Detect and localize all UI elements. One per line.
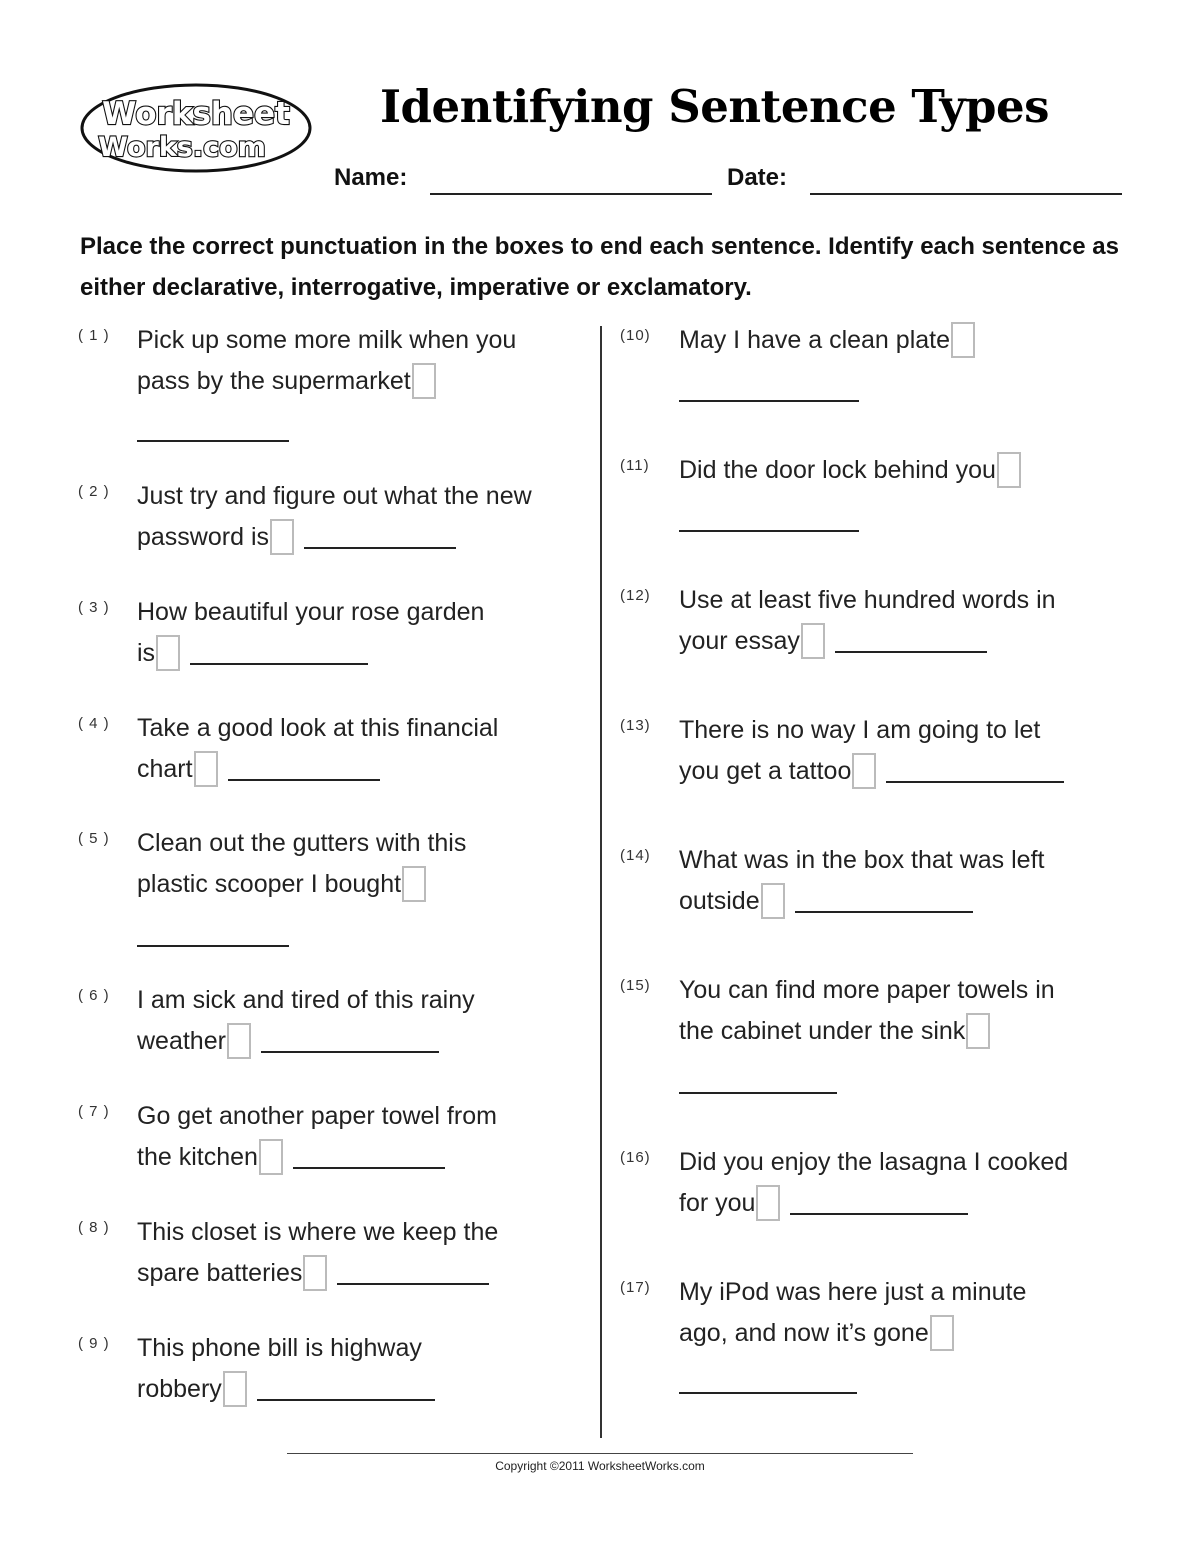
sentence-line2: is [137, 639, 156, 667]
question-number: ( 9 ) [78, 1335, 110, 1352]
column-divider [600, 326, 602, 1438]
sentence-line2: plastic scooper I bought [137, 870, 402, 898]
punctuation-box[interactable] [223, 1371, 247, 1407]
punctuation-box[interactable] [194, 751, 218, 787]
sentence-line1: Did the door lock behind you [679, 456, 996, 484]
question-number: (11) [620, 457, 650, 474]
sentence-line2: for you [679, 1189, 756, 1217]
sentence-line2: you get a tattoo [679, 757, 852, 785]
sentence-line1: Go get another paper towel from [137, 1102, 497, 1130]
answer-blank[interactable] [795, 911, 973, 913]
question-sentence [679, 1272, 1149, 1354]
answer-blank[interactable] [304, 547, 456, 549]
question-number: ( 6 ) [78, 987, 110, 1004]
sentence-line2: ago, and now it’s gone [679, 1319, 929, 1347]
answer-blank[interactable] [679, 1092, 837, 1094]
punctuation-box[interactable] [852, 753, 876, 789]
sentence-line1: Clean out the gutters with this [137, 829, 467, 857]
sentence-line2: weather [137, 1027, 226, 1055]
question-sentence [137, 1096, 597, 1178]
punctuation-box[interactable] [156, 635, 180, 671]
question-sentence [137, 320, 597, 402]
punctuation-box[interactable] [930, 1315, 954, 1351]
question-sentence [679, 970, 1149, 1052]
sentence-line1: How beautiful your rose garden [137, 598, 485, 626]
punctuation-box[interactable] [801, 623, 825, 659]
answer-blank[interactable] [835, 651, 987, 653]
punctuation-box[interactable] [412, 363, 436, 399]
punctuation-box[interactable] [756, 1185, 780, 1221]
question-sentence [137, 476, 597, 558]
sentence-line2: chart [137, 755, 193, 783]
question-sentence [679, 580, 1149, 662]
question-sentence [679, 450, 1139, 491]
sentence-line1: Use at least five hundred words in [679, 586, 1056, 614]
question-number: (15) [620, 977, 651, 994]
answer-blank[interactable] [293, 1167, 445, 1169]
name-label: Name: [334, 164, 408, 191]
question-number: ( 3 ) [78, 599, 110, 616]
question-number: ( 5 ) [78, 830, 110, 847]
question-number: (14) [620, 847, 651, 864]
page-title: Identifying Sentence Types [380, 80, 1049, 133]
sentence-line1: There is no way I am going to let [679, 716, 1041, 744]
answer-blank[interactable] [679, 400, 859, 402]
punctuation-box[interactable] [402, 866, 426, 902]
question-number: ( 8 ) [78, 1219, 110, 1236]
sentence-line1: You can find more paper towels in [679, 976, 1055, 1004]
answer-blank[interactable] [137, 945, 289, 947]
question-sentence [679, 1142, 1149, 1224]
answer-blank[interactable] [679, 530, 859, 532]
answer-blank[interactable] [261, 1051, 439, 1053]
question-number: ( 4 ) [78, 715, 110, 732]
answer-blank[interactable] [137, 440, 289, 442]
logo-line2: Works.com [98, 132, 266, 163]
answer-blank[interactable] [228, 779, 380, 781]
sentence-line1: Did you enjoy the lasagna I cooked [679, 1148, 1069, 1176]
name-field[interactable] [430, 193, 712, 195]
answer-blank[interactable] [886, 781, 1064, 783]
sentence-line2: the kitchen [137, 1143, 258, 1171]
sentence-line1: Pick up some more milk when you [137, 326, 517, 354]
question-number: (17) [620, 1279, 651, 1296]
question-number: ( 2 ) [78, 483, 110, 500]
footer-divider [287, 1453, 913, 1454]
punctuation-box[interactable] [951, 322, 975, 358]
question-number: ( 1 ) [78, 327, 110, 344]
question-sentence [679, 320, 1139, 361]
sentence-line1: Take a good look at this financial [137, 714, 499, 742]
sentence-line2: pass by the supermarket [137, 367, 411, 395]
answer-blank[interactable] [257, 1399, 435, 1401]
worksheetworks-logo [78, 80, 314, 174]
punctuation-box[interactable] [966, 1013, 990, 1049]
sentence-line1: This phone bill is highway [137, 1334, 422, 1362]
question-sentence [137, 980, 597, 1062]
question-sentence [137, 708, 597, 790]
sentence-line2: outside [679, 887, 760, 915]
question-number: (10) [620, 327, 651, 344]
sentence-line1: Just try and figure out what the new [137, 482, 532, 510]
question-sentence [137, 592, 597, 674]
copyright-text: Copyright ©2011 WorksheetWorks.com [495, 1459, 705, 1473]
punctuation-box[interactable] [227, 1023, 251, 1059]
sentence-line1: I am sick and tired of this rainy [137, 986, 475, 1014]
question-number: (13) [620, 717, 651, 734]
answer-blank[interactable] [337, 1283, 489, 1285]
answer-blank[interactable] [190, 663, 368, 665]
question-number: ( 7 ) [78, 1103, 110, 1120]
question-sentence [679, 840, 1149, 922]
date-label: Date: [727, 164, 788, 191]
question-sentence [137, 1328, 597, 1410]
punctuation-box[interactable] [303, 1255, 327, 1291]
sentence-line1: May I have a clean plate [679, 326, 950, 354]
sentence-line2: the cabinet under the sink [679, 1017, 966, 1045]
sentence-line1: This closet is where we keep the [137, 1218, 499, 1246]
logo-line1: Worksheet [102, 96, 290, 132]
sentence-line2: robbery [137, 1375, 222, 1403]
date-field[interactable] [810, 193, 1122, 195]
question-sentence [679, 710, 1149, 792]
sentence-line2: spare batteries [137, 1259, 303, 1287]
punctuation-box[interactable] [761, 883, 785, 919]
question-number: (12) [620, 587, 651, 604]
punctuation-box[interactable] [997, 452, 1021, 488]
punctuation-box[interactable] [270, 519, 294, 555]
instructions: Place the correct punctuation in the boxes to end each sentence. Identify each sentence as either declarative, interrogative, imperative or exclamatory. [80, 233, 1119, 301]
sentence-line2: password is [137, 523, 269, 551]
sentence-line2: your essay [679, 627, 800, 655]
sentence-line1: My iPod was here just a minute [679, 1278, 1027, 1306]
punctuation-box[interactable] [259, 1139, 283, 1175]
answer-blank[interactable] [679, 1392, 857, 1394]
question-sentence [137, 823, 597, 905]
sentence-line1: What was in the box that was left [679, 846, 1045, 874]
question-number: (16) [620, 1149, 651, 1166]
answer-blank[interactable] [790, 1213, 968, 1215]
question-sentence [137, 1212, 597, 1294]
